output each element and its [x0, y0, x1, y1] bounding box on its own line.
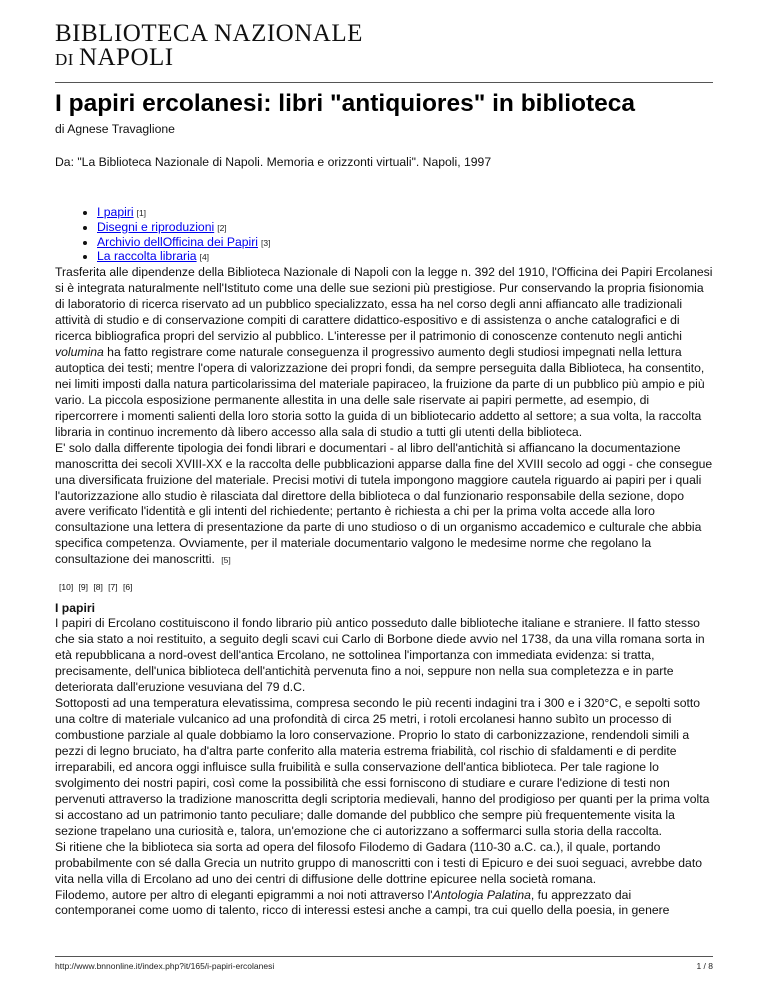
footer-url: http://www.bnnonline.it/index.php?it/165/i-papiri-ercolanesi — [55, 961, 275, 971]
intro-paragraph-2 — [55, 441, 715, 570]
footer-divider — [55, 956, 713, 957]
toc-item — [97, 221, 715, 236]
logo-line-2 — [55, 46, 363, 72]
header-divider — [55, 82, 713, 83]
source-line: Da: "La Biblioteca Nazionale di Napoli. Memoria e orizzonti virtuali". Napoli, 1997 — [55, 155, 492, 169]
toc-ref: [4] — [199, 252, 210, 263]
section-paragraph-1: I papiri di Ercolano costituiscono il fondo librario più antico posseduto dalle biblioteche italiane e straniere. Il fatto stesso che sia stato a noi restituito, a seguito degli scavi cui Carlo di Borbone diede avvio nel 1738, da una villa romana sorta in età repubblicana a nord-ovest dell'antica Ercolano, ne sottolinea l'importanza con immediata evidenza: si tratta, precisamente, dell'unica biblioteca dell'antichità pervenuta fino a noi, seppure non nella sua completezza e in parte deteriorata dall'eruzione vesuviana del 79 d.C. — [55, 616, 705, 695]
logo-line-1: BIBLIOTECA NAZIONALE — [55, 20, 363, 47]
toc-ref: [2] — [217, 222, 227, 233]
logo-di: DI — [55, 50, 74, 69]
toc-item — [97, 206, 715, 221]
toc-ref: [3] — [261, 237, 271, 248]
intro-p2-text: E' solo dalla differente tipologia dei fondi librari e documentari - al libro dell'antichità si affiancano la documentazione manoscritta dei secoli XVIII-XX e la raccolta delle pubblicazioni apparse dalla fine del XVIII secolo ad oggi - che consegue una diversificata fruizione del materiale. Precisi motivi di tutela impongono maggiore cautela riguardo ai papiri per i quali l'autorizzazione allo studio è rilasciata dal direttore della biblioteca o dal funzionario responsabile della sezione, dopo avere verificato l'identità e gli intenti del richiedente; pertanto è richiesta a chi per la prima volta accede alla loro consultazione una lettera di presentazione da parte di uno studioso o di un organismo accademico e culturale che abbia specifica competenza. Ovviamente, per il materiale documentario valgono le medesime norme che regolano la consultazione dei manoscritti. — [55, 440, 713, 567]
article — [55, 88, 715, 919]
section-paragraph-3: Si ritiene che la biblioteca sia sorta ad opera del filosofo Filodemo di Gadara (110-30 a.C. ca.), il quale, portando probabilmente con sé dalla Grecia un nutrito gruppo di manoscritti con i testi di Epicuro e dei suoi seguaci, avrebbe dato vita nella villa di Ercolano ad uno dei centri di diffusione delle dottrine epicuree nella società romana. — [55, 839, 702, 886]
section-paragraph-2: Sottoposti ad una temperatura elevatissima, compresa secondo le più recenti indagini tra i 300 e i 320°C, e sepolti sotto una coltre di materiale vulcanico ad una profondità di circa 25 metri, i rotoli ercolanesi hanno subìto un processo di combustione parziale al quale dobbiamo la loro conservazione. Proprio lo stato di carbonizzazione, rendendoli simili a pezzi di legno bruciato, ha d'altra parte conferito alla materia estrema friabilità, col rischio di sfaldamenti e di perdite irreparabili, ed ancora oggi influisce sulla fruibilità e sulla conservazione dell'antica biblioteca. Per tale ragione lo svolgimento dei nostri papiri, così come la possibilità che essi forniscono di studiare e curare l'edizione di testi non pervenuti attraverso la tradizione manoscritta degli scriptoria medievali, hanno del prodigioso per quanti per la prima volta si accostano ad un patrimonio tanto peculiare; dalle domande del pubblico che sempre più frequentemente visita la sezione trapelano una curiosità e, talora, un'emozione che ci autorizzano a soffermarci sulla storia della raccolta. — [55, 696, 710, 838]
author-line: di Agnese Travaglione — [55, 122, 175, 136]
section-p4-text-b: , fu apprezzato dai contemporanei come uomo di talento, ricco di interessi estesi anche a campi, tra cui quello della poesia, in genere — [55, 887, 670, 918]
toc-link-papiri[interactable]: I papiri — [97, 205, 134, 219]
toc-link-archivio[interactable]: Archivio dellOfficina dei Papiri — [97, 234, 258, 249]
section-paragraph-4 — [55, 888, 715, 920]
page-title: I papiri ercolanesi: libri "antiquiores" in biblioteca — [55, 90, 636, 117]
page-number: 1 / 8 — [696, 961, 713, 971]
logo-napoli: NAPOLI — [78, 44, 174, 71]
reference-numbers: [10] [9] [8] [7] [6] — [59, 582, 133, 593]
toc-link-raccolta[interactable]: La raccolta libraria — [97, 249, 197, 264]
intro-p1-emphasis: volumina — [55, 344, 104, 359]
toc-item — [97, 236, 715, 251]
intro-p1-text-a: Trasferita alle dipendenze della Biblioteca Nazionale di Napoli con la legge n. 392 del 1910, l'Officina dei Papiri Ercolanesi si è integrata naturalmente nell'Istituto come una delle sue sezioni più prestigiose. Pur conservando la propria fisionomia di laboratorio di ricerca riservato ad un pubblico specializzato, essa ha nel corso degli anni affiancato alle tradizionali attività di studio e di conservazione compiti di carattere didattico-espositivo e di assistenza o anche catalografici e di ricerca bibliografica propri del servizio al pubblico. L'interesse per il patrimonio di conoscenze contenuto negli antichi — [55, 265, 713, 343]
toc-ref: [1] — [136, 208, 147, 218]
section-p4-emphasis: Antologia Palatina — [432, 887, 531, 902]
toc-item — [97, 250, 715, 265]
intro-p1-text-b: ha fatto registrare come naturale conseguenza il progressivo aumento degli studiosi impegnati nella lettura autoptica dei testi; mentre l'opera di valorizzazione dei propri fondi, da sempre perseguita dalla Biblioteca, ha consentito, nei limiti imposti dalla natura particolarissima del materiale papiraceo, la fruizione da parte di un pubblico più ampio e più vario. La piccola esposizione permanente allestita in una delle sale riservate ai papiri permette, ad esempio, di ripercorrere i momenti salienti della loro storia sotto la guida di un bibliotecario addetto al settore; a sua volta, la raccolta libraria in continuo incremento dà libero accesso alla sala di studio a tutti gli utenti della biblioteca. — [55, 344, 705, 439]
library-logo — [55, 22, 363, 72]
intro-paragraph-1 — [55, 265, 715, 440]
section-heading: I papiri — [55, 601, 95, 616]
toc-link-disegni[interactable]: Disegni e riproduzioni — [97, 219, 215, 234]
table-of-contents — [55, 206, 715, 265]
intro-p2-ref: [5] — [221, 555, 231, 566]
section-p4-text-a: Filodemo, autore per altro di eleganti epigrammi a noi noti attraverso l' — [55, 887, 433, 902]
